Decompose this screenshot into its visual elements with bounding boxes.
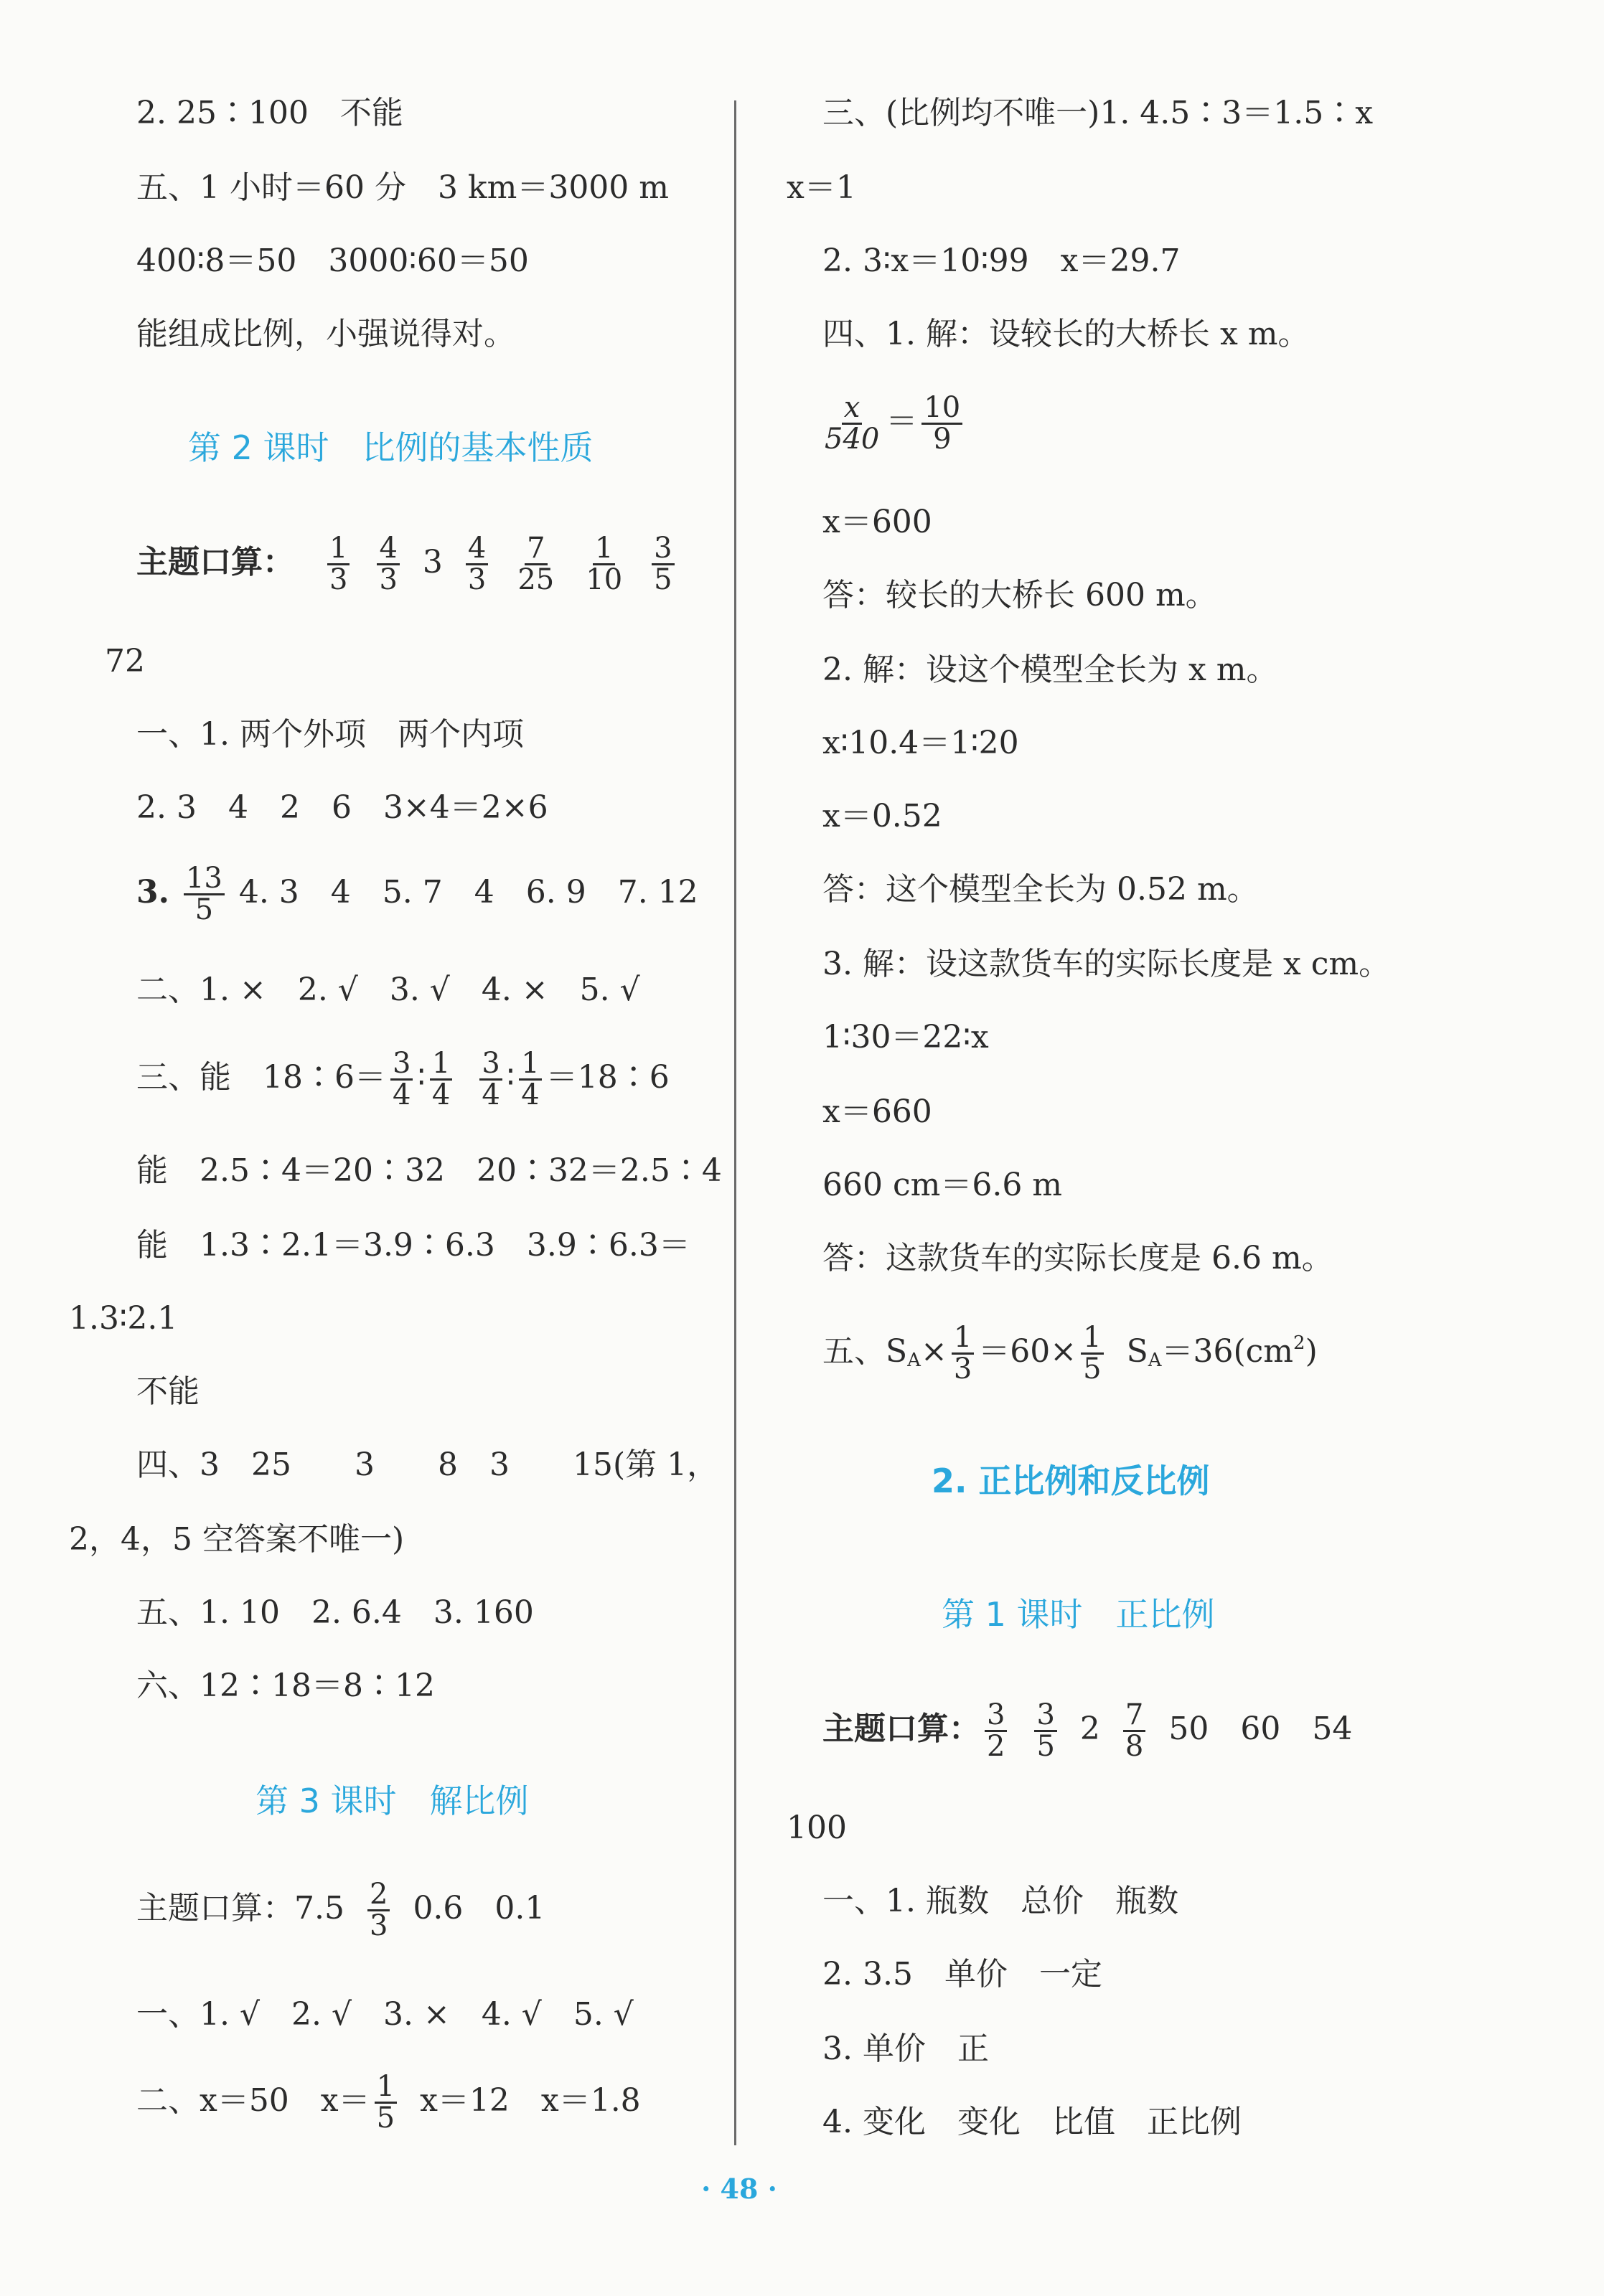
left-line-14: 1.3∶2.1 <box>69 1300 178 1337</box>
fraction: $\frac{13}{5}$ <box>184 864 225 925</box>
section-2-heading: 2. 正比例和反比例 <box>932 1462 1210 1500</box>
right-line-23: 4. 变化 变化 比值 正比例 <box>822 2104 1242 2140</box>
lesson-2-heading: 第 2 课时 比例的基本性质 <box>188 428 594 467</box>
left-line-2: 五、1 小时＝60 分 3 km＝3000 m <box>136 169 670 206</box>
left-line-7: 一、1. 两个外项 两个内项 <box>136 716 524 753</box>
left-line-8: 2. 3 4 2 6 3×4＝2×6 <box>136 789 548 826</box>
fraction: $\frac{1}{4}$ <box>430 1049 452 1110</box>
left-line-20: 主题口算：7.5 $\frac{2}{3}$ 0.6 0.1 <box>136 1878 545 1942</box>
fraction: $\frac{10}{9}$ <box>921 393 962 454</box>
left-line-10: 二、1. × 2. √ 3. √ 4. × 5. √ <box>136 971 640 1008</box>
left-line-15: 不能 <box>136 1373 200 1410</box>
oral-calc-label: 主题口算： <box>136 543 294 580</box>
left-oral-calc-line <box>136 534 679 595</box>
left-line-22: 二、x＝50 x＝ $\frac{1}{5}$ x＝12 x＝1.8 <box>136 2070 641 2135</box>
oral-calc-fraction: $\frac{1}{3}$ <box>327 534 350 595</box>
left-line-21: 一、1. √ 2. √ 3. × 4. √ 5. √ <box>136 1996 634 2033</box>
fraction: $\frac{7}{8}$ <box>1123 1700 1145 1761</box>
right-line-7: 答：较长的大桥长 600 m。 <box>822 577 1217 613</box>
left-line-17: 2，4，5 空答案不唯一) <box>69 1521 405 1558</box>
left-line-9 <box>136 864 698 925</box>
fraction: $\frac{1}{3}$ <box>952 1323 974 1384</box>
oral-calc-fraction: $\frac{1}{10}$ <box>586 532 623 596</box>
right-line-14: x＝660 <box>822 1093 932 1130</box>
right-line-9: x∶10.4＝1∶20 <box>822 725 1019 761</box>
left-line-16: 四、3 25 3 8 3 15(第 1， <box>136 1446 719 1483</box>
fraction: $\frac{3}{2}$ <box>985 1700 1007 1761</box>
oral-calc-fraction: $\frac{7}{25}$ <box>517 532 555 596</box>
left-line-12: 能 2.5∶4＝20∶32 20∶32＝2.5∶4 <box>136 1152 722 1189</box>
right-line-19: 100 <box>787 1810 847 1846</box>
left-line-1: 2. 25∶100 不能 <box>136 95 403 131</box>
right-line-12: 3. 解：设这款货车的实际长度是 x cm。 <box>822 946 1391 982</box>
right-oral-calc-line: 主题口算： $\frac{3}{2}$ $\frac{3}{5}$ 2 $\frac{7}{8}$ 50 60 54 <box>822 1698 1353 1763</box>
fraction: $\frac{3}{4}$ <box>479 1049 502 1110</box>
left-line-4: 能组成比例，小强说得对。 <box>136 316 515 352</box>
right-line-4: 四、1. 解：设较长的大桥长 x m。 <box>822 316 1310 352</box>
right-line-15: 660 cm＝6.6 m <box>822 1167 1063 1203</box>
right-line-10: x＝0.52 <box>822 798 942 834</box>
left-line-3: 400∶8＝50 3000∶60＝50 <box>136 243 529 279</box>
right-line-1: 三、(比例均不唯一)1. 4.5∶3＝1.5∶x <box>822 95 1374 131</box>
right-line-11: 答：这个模型全长为 0.52 m。 <box>822 871 1259 908</box>
right-line-5: $\frac{x}{540}$ ＝ $\frac{10}{9}$ <box>818 393 967 454</box>
fraction: $\frac{x}{540}$ <box>825 391 880 456</box>
left-line-18: 五、1. 10 2. 6.4 3. 160 <box>136 1594 534 1631</box>
right-line-3: 2. 3∶x＝10∶99 x＝29.7 <box>822 243 1181 279</box>
right-line-21: 2. 3.5 单价 一定 <box>822 1956 1102 1992</box>
oral-calc-items <box>304 532 679 596</box>
oral-calc-fraction: $\frac{4}{3}$ <box>466 534 488 595</box>
fraction: $\frac{3}{4}$ <box>390 1049 413 1110</box>
right-line-17: 五、$S_A\times$ $\frac{1}{3}$ ＝60× $\frac{1}{5}$ $S_A=36(cm^2)$ <box>822 1321 1318 1385</box>
items-4-7: 4. 3 4 5. 7 4 6. 9 7. 12 <box>238 873 698 911</box>
fraction: $\frac{3}{5}$ <box>1034 1700 1056 1761</box>
right-line-6: x＝600 <box>822 504 932 540</box>
right-line-13: 1∶30＝22∶x <box>822 1019 989 1055</box>
left-line-6: 72 <box>105 643 145 679</box>
right-line-8: 2. 解：设这个模型全长为 x m。 <box>822 651 1278 688</box>
left-line-11: 三、能 18∶6＝ $\frac{3}{4}$ ∶ $\frac{1}{4}$ $\frac{3}{4}$ ∶ $\frac{1}{4}$ ＝18∶6 <box>136 1047 670 1111</box>
oral-calc-fraction: $\frac{4}{3}$ <box>377 534 399 595</box>
oral-calc-number: 3 <box>422 543 443 580</box>
right-line-2: x＝1 <box>787 169 856 206</box>
fraction: $\frac{1}{4}$ <box>519 1049 541 1110</box>
lesson-3-heading: 第 3 课时 解比例 <box>255 1782 529 1820</box>
left-line-19: 六、12∶18＝8∶12 <box>136 1667 435 1704</box>
right-line-16: 答：这款货车的实际长度是 6.6 m。 <box>822 1240 1333 1276</box>
left-line-13: 能 1.3∶2.1＝3.9∶6.3 3.9∶6.3＝ <box>136 1227 690 1264</box>
oral-calc-fraction: $\frac{3}{5}$ <box>652 534 674 595</box>
right-line-20: 一、1. 瓶数 总价 瓶数 <box>822 1883 1178 1919</box>
fraction: $\frac{1}{5}$ <box>375 2072 397 2133</box>
fraction: $\frac{2}{3}$ <box>367 1880 390 1941</box>
page-number: · 48 · <box>701 2173 777 2205</box>
right-line-22: 3. 单价 正 <box>822 2031 989 2067</box>
lesson-1-heading: 第 1 课时 正比例 <box>942 1595 1215 1634</box>
item-3-label: 3. <box>136 873 169 911</box>
column-divider <box>734 100 736 2145</box>
fraction: $\frac{1}{5}$ <box>1081 1323 1103 1384</box>
